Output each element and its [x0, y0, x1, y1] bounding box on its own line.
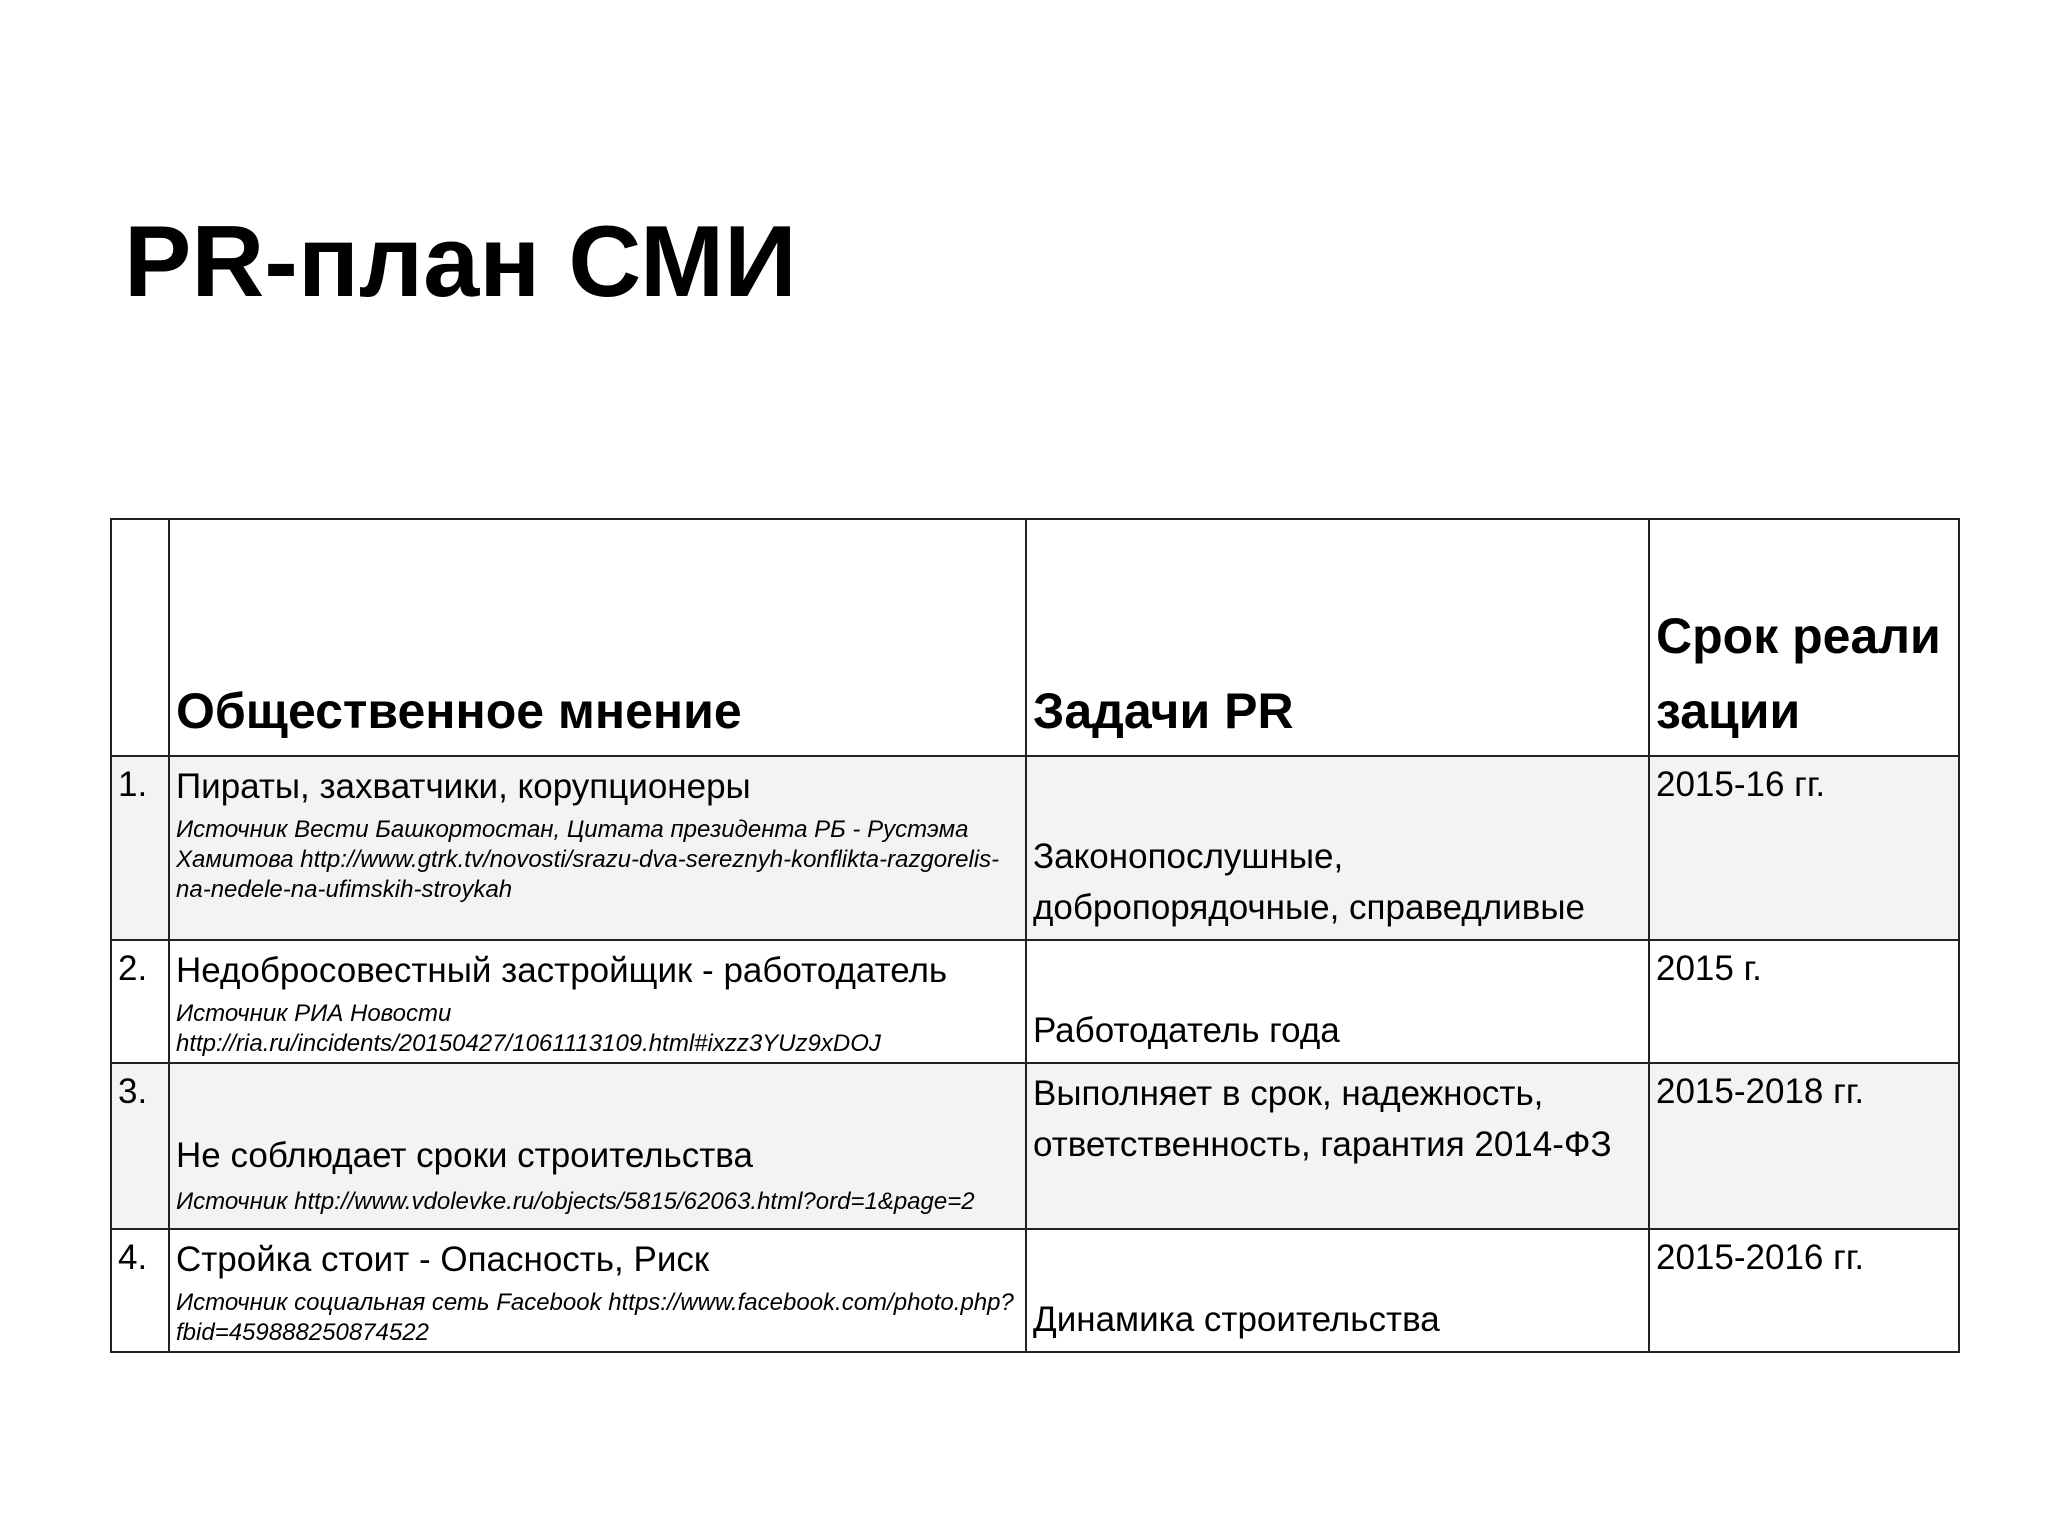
term-cell: 2015-2018 гг.	[1649, 1063, 1959, 1229]
row-number: 4.	[111, 1229, 169, 1352]
opinion-text: Не соблюдает сроки строительства	[176, 1136, 753, 1175]
table-row	[111, 1063, 1959, 1229]
row-number: 3.	[111, 1063, 169, 1229]
opinion-cell	[169, 940, 1026, 1063]
opinion-cell	[169, 1063, 1026, 1229]
row-number: 1.	[111, 756, 169, 940]
slide-title: PR-план СМИ	[124, 206, 797, 318]
source-note: Источник http://www.vdolevke.ru/objects/5815/62063.html?ord=1&page=2	[176, 1188, 975, 1215]
opinion-text: Стройка стоит - Опасность, Риск	[176, 1240, 710, 1279]
table-row	[111, 1229, 1959, 1352]
header-number	[111, 519, 169, 756]
table-header-row	[111, 519, 1959, 756]
source-note: Источник Вести Башкортостан, Цитата президента РБ - Рустэма Хамитова http://www.gtrk.tv/novosti/srazu-dva-sereznyh-konflikta-razgorelis-na-nedele-na-ufimskih-stroykah	[176, 816, 1000, 903]
header-opinion: Общественное мнение	[169, 519, 1026, 756]
tasks-cell: Работодатель года	[1026, 940, 1649, 1063]
opinion-text: Пираты, захватчики, корупционеры	[176, 767, 751, 806]
pr-plan-table	[110, 518, 1960, 1353]
table-row	[111, 940, 1959, 1063]
opinion-cell	[169, 1229, 1026, 1352]
source-note: Источник социальная сеть Facebook https://www.facebook.com/photo.php?fbid=459888250874522	[176, 1289, 1014, 1346]
tasks-cell: Законопослушные, добропорядочные, справедливые	[1026, 756, 1649, 940]
term-cell: 2015-2016 гг.	[1649, 1229, 1959, 1352]
term-cell: 2015 г.	[1649, 940, 1959, 1063]
tasks-cell: Динамика строительства	[1026, 1229, 1649, 1352]
opinion-cell	[169, 756, 1026, 940]
opinion-text: Недобросовестный застройщик - работодатель	[176, 951, 948, 990]
header-term: Срок реализации	[1649, 519, 1959, 756]
table-row	[111, 756, 1959, 940]
header-tasks: Задачи PR	[1026, 519, 1649, 756]
row-number: 2.	[111, 940, 169, 1063]
tasks-cell: Выполняет в срок, надежность, ответственность, гарантия 2014-ФЗ	[1026, 1063, 1649, 1229]
source-note: Источник РИА Новости http://ria.ru/incidents/20150427/1061113109.html#ixzz3YUz9xDOJ	[176, 1000, 881, 1057]
term-cell: 2015-16 гг.	[1649, 756, 1959, 940]
